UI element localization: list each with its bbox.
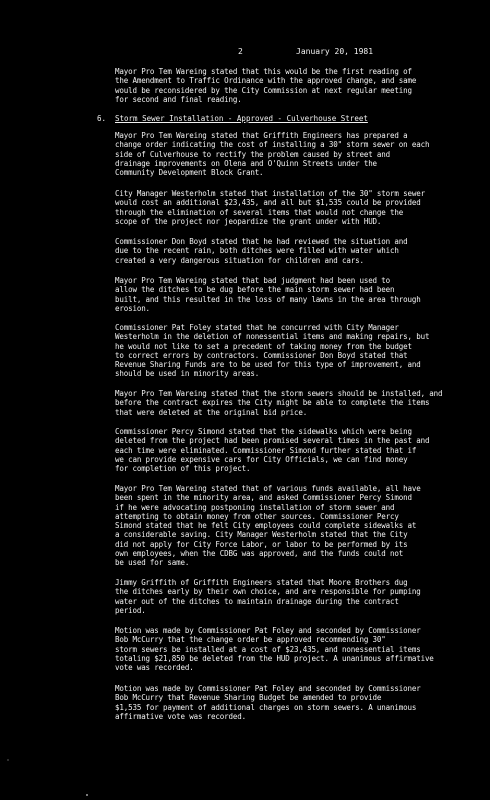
- text-line: own employees, when the CDBG was approved, and the funds could not: [115, 549, 404, 559]
- text-line: Mayor Pro Tem Wareing stated that of various funds available, all have: [115, 484, 421, 493]
- text-line: to correct errors by contractors. Commissioner Don Boyd stated that: [115, 350, 408, 360]
- text-line: Motion was made by Commissioner Pat Foley and seconded by Commissioner: [115, 626, 421, 635]
- text-line: if he were advocating postponing installation of storm sewer and: [115, 502, 395, 512]
- text-line: would be reconsidered by the City Commission at next regular meeting: [115, 85, 412, 95]
- text-line: totaling $21,850 be deleted from the HUD project. A unanimous affirmative: [115, 653, 434, 663]
- text-line: created a very dangerous situation for children and cars.: [115, 255, 364, 265]
- text-line: side of Culverhouse to rectify the problem caused by street and: [115, 149, 391, 159]
- text-line: allow the ditches to be dug before the main storm sewer had been: [115, 285, 395, 295]
- text-line: Mayor Pro Tem Wareing stated that bad judgment had been used to: [115, 276, 391, 285]
- text-line: Commissioner Percy Simond stated that the sidewalks which were being: [115, 427, 412, 436]
- text-line: should be used in minority areas.: [115, 369, 260, 379]
- text-line: vote was recorded.: [115, 663, 194, 673]
- text-line: built, and this resulted in the loss of many lawns in the area through: [115, 294, 421, 304]
- scan-speck: [7, 759, 8, 760]
- text-line: Simond stated that he felt City employees could complete sidewalks at: [115, 521, 417, 531]
- text-line: scope of the project nor jeopardize the grant under with HUD.: [115, 216, 382, 226]
- text-line: $1,535 for payment of additional charges on storm sewers. A unanimous: [115, 702, 417, 712]
- text-line: been spent in the minority area, and asked Commissioner Percy Simond: [115, 493, 412, 503]
- agenda-item-number: 6.: [97, 114, 107, 123]
- scan-speck: [86, 794, 88, 796]
- text-line: the ditches early by their own choice, and are responsible for pumping: [115, 587, 421, 597]
- page-number: 2: [238, 47, 243, 56]
- text-line: due to the recent rain, both ditches were filled with water which: [115, 246, 399, 256]
- text-line: Community Development Block Grant.: [115, 168, 264, 178]
- text-line: affirmative vote was recorded.: [115, 711, 246, 721]
- text-line: deleted from the project had been promised several times in the past and: [115, 436, 430, 446]
- text-line: Revenue Sharing Funds are to be used for this type of improvement, and: [115, 360, 421, 370]
- text-line: Commissioner Don Boyd stated that he had reviewed the situation and: [115, 237, 408, 246]
- text-line: storm sewers be installed at a cost of $23,435, and nonessential items: [115, 644, 421, 654]
- text-line: City Manager Westerholm stated that installation of the 30" storm sewer: [115, 189, 425, 198]
- text-line: for completion of this project.: [115, 464, 251, 474]
- text-line: Bob McCurry that the change order be approved recommending 30": [115, 635, 386, 645]
- text-line: would cost an additional $23,435, and all but $1,535 could be provided: [115, 198, 421, 208]
- text-line: attempting to obtain money from other sources. Commissioner Percy: [115, 511, 399, 521]
- text-line: water out of the ditches to maintain drainage during the contract: [115, 596, 399, 606]
- text-line: erosion.: [115, 303, 150, 313]
- text-line: drainage improvements on Olena and O'Quinn Streets under the: [115, 158, 377, 168]
- meeting-date: January 20, 1981: [296, 47, 374, 56]
- text-line: period.: [115, 605, 146, 615]
- text-line: be used for same.: [115, 558, 190, 568]
- text-line: Mayor Pro Tem Wareing stated that Griffith Engineers has prepared a: [115, 131, 408, 140]
- text-line: that were deleted at the original bid price.: [115, 407, 308, 417]
- text-line: Motion was made by Commissioner Pat Foley and seconded by Commissioner: [115, 684, 421, 693]
- text-line: the Amendment to Traffic Ordinance with the approved change, and same: [115, 76, 417, 86]
- text-line: he would not like to set a precedent of taking money from the budget: [115, 341, 412, 351]
- text-line: before the contract expires the City might be able to complete the items: [115, 398, 430, 408]
- text-line: Jimmy Griffith of Griffith Engineers stated that Moore Brothers dug: [115, 578, 408, 587]
- text-line: each time were eliminated. Commissioner Simond further stated that if: [115, 445, 417, 455]
- text-line: we can provide expensive cars for City Officials, we can find money: [115, 454, 408, 464]
- text-line: Westerholm in the deletion of nonessential items and making repairs, but: [115, 332, 430, 342]
- text-line: for second and final reading.: [115, 94, 242, 104]
- text-line: Mayor Pro Tem Wareing stated that the storm sewers should be installed, and: [115, 389, 443, 398]
- text-line: through the elimination of several items that would not change the: [115, 207, 404, 217]
- text-line: did not apply for City Force Labor, or labor to be performed by its: [115, 539, 408, 549]
- agenda-item-heading: Storm Sewer Installation - Approved - Culverhouse Street: [115, 114, 368, 123]
- text-line: change order indicating the cost of installing a 30" storm sewer on each: [115, 140, 430, 150]
- text-line: a considerable saving. City Manager Westerholm stated that the City: [115, 530, 408, 540]
- text-line: Bob McCurry that Revenue Sharing Budget be amended to provide: [115, 693, 382, 703]
- text-line: Mayor Pro Tem Wareing stated that this would be the first reading of: [115, 67, 412, 76]
- text-line: Commissioner Pat Foley stated that he concurred with City Manager: [115, 323, 399, 332]
